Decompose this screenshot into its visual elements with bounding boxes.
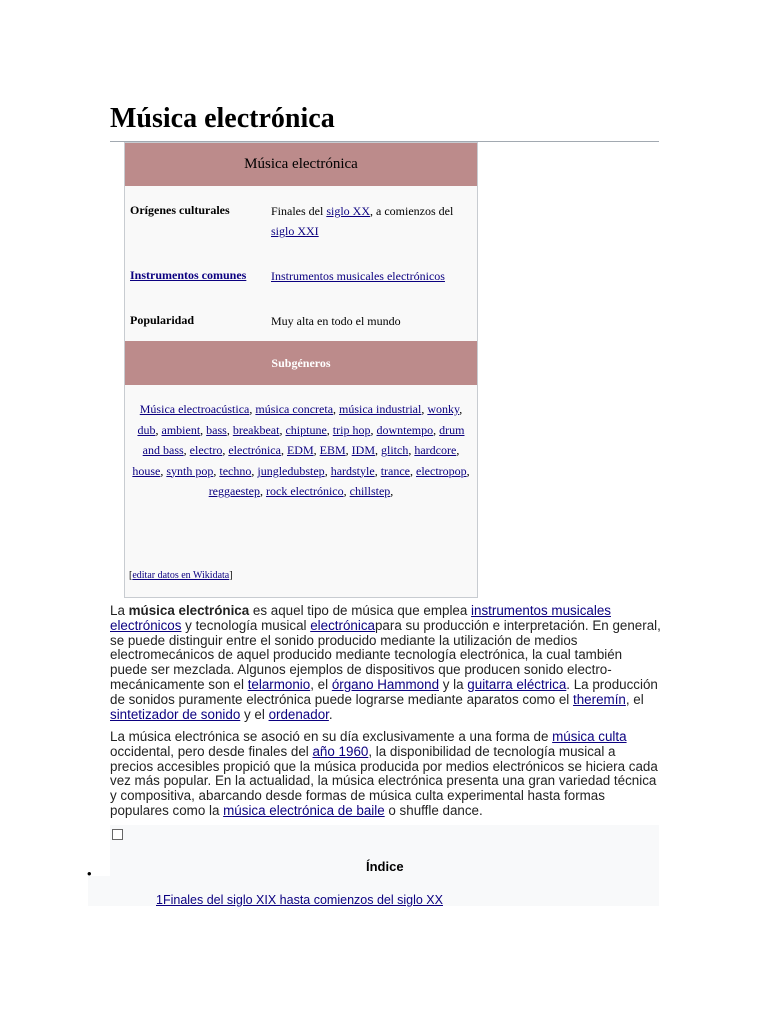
subgenre-link[interactable]: electro [189,443,223,457]
separator: , [222,443,229,457]
separator: , [410,463,416,478]
subgenre-link[interactable]: trip hop [332,422,371,437]
inline-link[interactable]: guitarra eléctrica [467,676,567,692]
separator: , [375,443,381,457]
subgenre-link[interactable]: ambient [161,422,201,437]
inline-link[interactable]: órgano Hammond [331,676,440,692]
separator: , [456,443,460,457]
inline-link[interactable]: electrónica [310,617,375,633]
text-run: y tecnología musical [181,617,311,633]
subgenre-link[interactable]: house [132,463,161,478]
inline-link[interactable]: telarmonio [247,676,311,692]
text-run: Finales del [271,204,327,218]
bold-term: música electrónica [128,603,250,618]
subgenre-link[interactable]: rock electrónico [266,484,344,498]
intro-paragraph-1 [110,604,662,722]
subgenre-link[interactable]: bass [206,422,227,437]
infobox-header: Música electrónica [125,143,477,186]
separator: , [370,422,377,437]
page-title: Música electrónica [110,101,659,142]
inline-link[interactable]: sintetizador de sonido [110,706,241,722]
infobox-value-origins [271,201,471,241]
separator: , [260,484,266,498]
toc-item-1[interactable]: 1Finales del siglo XIX hasta comienzos del siglo XX [156,893,443,907]
text-run: para su producción e interpretación. En general, se puede distinguir entre el sonido producido mediante la utilización de medios electromecánicos de aquel producido mediante tecnología electrónica, la cual también puede ser mezclada. Algunos ejemplos de dispositivos que producen sonido electro-mecánicamente son el [110,617,661,692]
subgenre-link[interactable]: techno [219,463,252,478]
infobox-value-popularity [271,311,471,331]
separator: , [251,463,258,478]
inline-link[interactable]: ordenador [268,706,329,722]
text-run: , el [625,691,644,707]
inline-link[interactable]: instrumentos musicales electrónicos [110,603,611,633]
subgenre-link[interactable]: jungledubstep [257,463,325,478]
text-run: es aquel tipo de música que emplea [249,603,472,618]
text-run: La [110,603,129,618]
text-run: , el [310,676,332,692]
infobox-value-instruments [271,266,471,286]
inline-link[interactable]: siglo XXI [271,224,319,238]
infobox-label-origins: Orígenes culturales [130,203,230,217]
subgenre-link[interactable]: trance [380,463,410,478]
infobox-label-instruments-link[interactable]: Instrumentos comunes [130,268,247,282]
separator: , [466,463,470,478]
inline-link[interactable]: año 1960 [312,743,369,759]
text-run: , la disponibilidad de tecnología musical a precios accesibles propició que la música producida por medios electrónicos se hiciera cada vez más popular. En la actualidad, la música electrónica presenta una gran variedad técnica y compositiva, abarcando desde formas de música culta experimental hasta formas populares como la [110,743,658,818]
separator: , [249,402,256,416]
separator: , [200,422,207,437]
infobox-label-popularity: Popularidad [130,313,195,327]
toc-title: Índice [366,859,404,874]
subgenre-link[interactable]: música industrial [339,402,422,416]
separator: , [280,443,287,457]
infobox [124,142,478,598]
text-run: La música electrónica se asoció en su día exclusivamente a una forma de [110,729,553,744]
text-run: o shuffle dance. [384,802,483,818]
subgenre-link[interactable]: glitch [381,443,409,457]
separator: , [226,422,233,437]
text-run: y la [439,676,468,692]
text-run: . [328,706,333,722]
separator: , [213,463,220,478]
inline-link[interactable]: Instrumentos musicales electrónicos [271,269,445,283]
subgenre-link[interactable]: EDM [286,443,314,457]
separator: , [324,463,331,478]
subgenre-link[interactable]: hardcore [414,443,457,457]
infobox-subgenres-header: Subgéneros [125,341,477,385]
subgenre-link[interactable]: drum and bass [142,422,465,457]
subgenre-link[interactable]: dub [137,422,156,437]
separator: , [408,443,415,457]
inline-link[interactable]: música culta [552,729,627,744]
inline-link[interactable]: theremín [573,691,626,707]
separator: , [459,402,463,416]
subgenre-link[interactable]: IDM [351,443,375,457]
text-run: . La producción de sonidos puramente electrónica puede lograrse mediante aparatos como el [110,676,658,707]
subgenre-link[interactable]: Música electroacústica [139,402,250,416]
edit-wikidata-link[interactable]: editar datos en Wikidata [132,570,230,581]
inline-link[interactable]: siglo XX [326,204,370,218]
separator: , [421,402,428,416]
subgenre-link[interactable]: downtempo [376,422,434,437]
subgenre-link[interactable]: synth pop [166,463,214,478]
text-run: , a comienzos del [370,204,454,218]
subgenre-link[interactable]: electropop [416,463,467,478]
subgenre-link[interactable]: hardstyle [330,463,375,478]
subgenre-link[interactable]: chiptune [285,422,327,437]
subgenre-link[interactable]: wonky [427,402,460,416]
separator: , [390,484,394,498]
separator: , [343,484,350,498]
subgenre-link[interactable]: chillstep [349,484,391,498]
subgenre-link[interactable]: EBM [319,443,346,457]
separator: , [155,422,162,437]
separator: , [326,422,333,437]
separator: , [279,422,286,437]
separator: , [183,443,190,457]
separator: , [374,463,381,478]
infobox-subgenres-list [129,399,473,502]
subgenre-link[interactable]: reggaestep [208,484,260,498]
infobox-edit-link-wrap: [editar datos en Wikidata] [129,570,233,581]
separator: , [313,443,320,457]
subgenre-link[interactable]: breakbeat [232,422,280,437]
text-run: occidental, pero desde finales del [110,743,313,759]
subgenre-link[interactable]: música concreta [255,402,334,416]
intro-paragraph-2 [110,730,662,819]
subgenre-link[interactable]: electrónica [228,443,281,457]
text-run: y el [240,706,269,722]
separator: , [160,463,167,478]
inline-link[interactable]: música electrónica de baile [223,802,385,818]
bullet-icon: • [87,866,92,881]
separator: , [333,402,340,416]
toc-toggle-checkbox[interactable] [112,829,123,840]
text-run: Muy alta en todo el mundo [271,314,401,328]
separator: , [433,422,440,437]
separator: , [345,443,352,457]
